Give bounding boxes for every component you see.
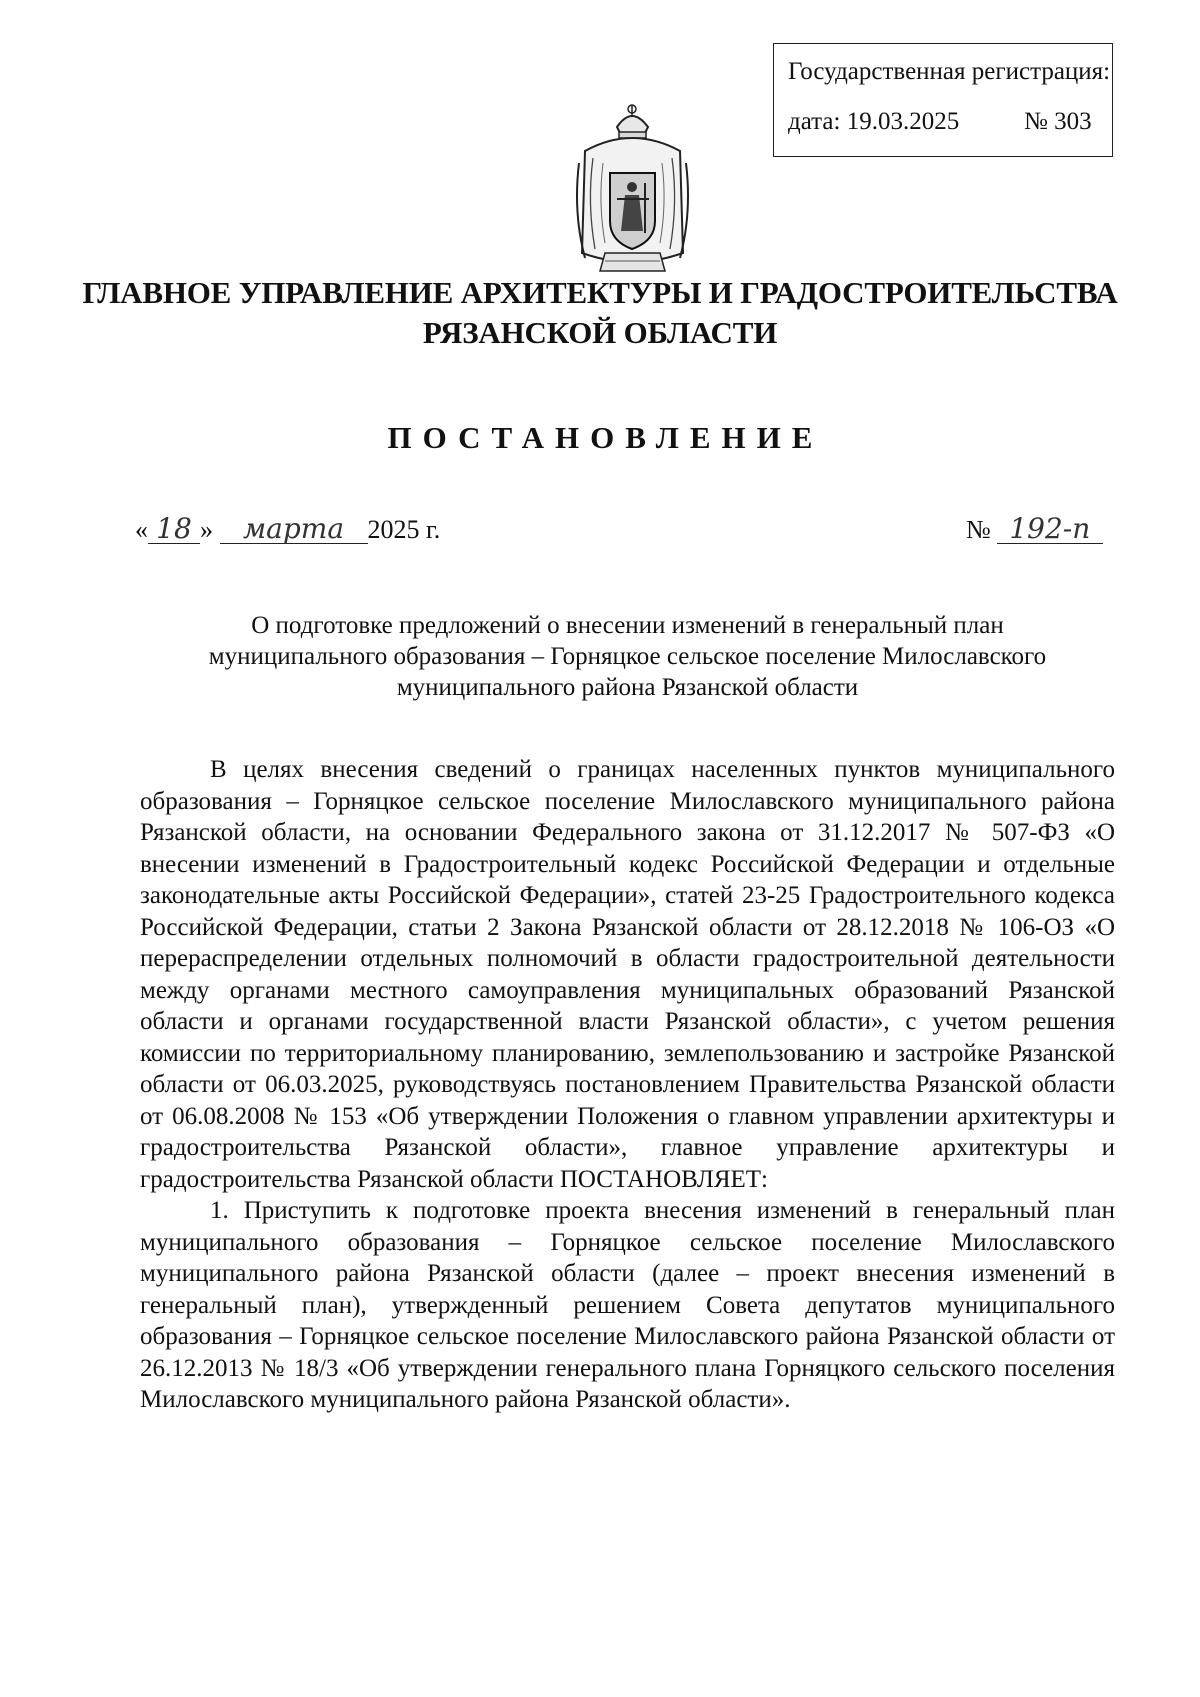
organization-name [0, 273, 1200, 353]
registration-title: Государственная регистрация: [788, 58, 1111, 85]
preamble-paragraph: В целях внесения сведений о границах населенных пунктов муниципального образования – Горняцкое сельское поселение Милославского муниципального района Рязанской области, на основании Федерального закона от 31.12.2017 № 507-ФЗ «О внесении изменений в Градостроительный кодекс Российской Федерации и отдельные законодательные акты Российской Федерации», статей 23-25 Градостроительного кодекса Российской Федерации, статьи 2 Закона Рязанской области от 28.12.2018 № 106-ОЗ «О перераспределении отдельных полномочий в области градостроительной деятельности между органами местного самоуправления муниципальных образований Рязанской области и органами государственной власти Рязанской области», с учетом решения комиссии по территориальному планированию, землепользованию и застройке Рязанской области от 06.03.2025, руководствуясь постановлением Правительства Рязанской области от 06.08.2008 № 153 «Об утверждении Положения о главном управлении архитектуры и градостроительства Рязанской области», главное управление архитектуры и градостроительства Рязанской области ПОСТАНОВЛЯЕТ: [140, 756, 1115, 1193]
date-month: марта [220, 515, 368, 544]
organization-name-line1: ГЛАВНОЕ УПРАВЛЕНИЕ АРХИТЕКТУРЫ И ГРАДОСТРОИТЕЛЬСТВА [82, 275, 1118, 310]
registration-details [788, 108, 1092, 136]
subject-line2: муниципального образования – Горняцкое сельское поселение Милославского [208, 643, 1047, 670]
document-date [135, 512, 441, 545]
subject-line3: муниципального района Рязанской области [396, 674, 859, 701]
document-number [966, 512, 1103, 545]
organization-name-line2: РЯЗАНСКОЙ ОБЛАСТИ [422, 315, 778, 350]
registration-stamp [773, 43, 1113, 157]
item-1-paragraph: 1. Приступить к подготовке проекта внесения изменений в генеральный план муниципального образования – Горняцкое сельское поселение Милославского муниципального района Рязанской области (далее – проект внесения изменений в генеральный план), утвержденный решением Совета депутатов муниципального образования – Горняцкое сельское поселение Милославского района Рязанской области от 26.12.2013 № 18/3 «Об утверждении генерального плана Горняцкого сельского поселения Милославского муниципального района Рязанской области». [140, 1197, 1115, 1413]
subject-line1: О подготовке предложений о внесении изменений в генеральный план [251, 612, 1004, 639]
date-open-quote: « [135, 515, 148, 544]
coat-of-arms-icon [565, 103, 700, 275]
document-body [140, 754, 1115, 1416]
registration-number: № 303 [1024, 108, 1092, 135]
number-sign: № [966, 515, 991, 544]
registration-date: дата: 19.03.2025 [788, 108, 960, 135]
document-subject [140, 610, 1115, 703]
date-close-quote: » [200, 515, 213, 544]
date-year: 2025 г. [367, 515, 441, 544]
document-type: ПОСТАНОВЛЕНИЕ [387, 420, 824, 455]
number-value: 192-п [997, 515, 1103, 544]
date-day: 18 [148, 515, 200, 544]
